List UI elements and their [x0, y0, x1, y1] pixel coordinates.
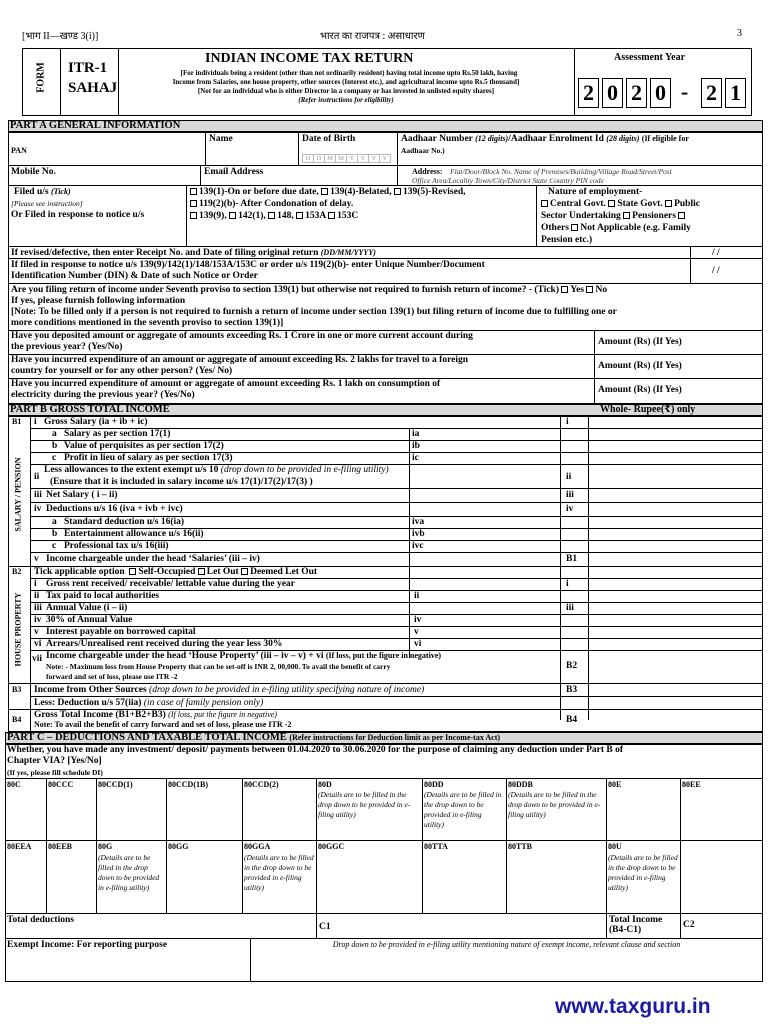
checkbox-119-2-b[interactable]	[190, 200, 197, 207]
checkbox-139-5[interactable]	[394, 188, 401, 195]
row-line	[30, 614, 763, 615]
address-fields-1: Flat/Door/Block No. Name of Premises/Building/Village Road/Street/Post	[450, 167, 672, 176]
details-note: (Details are to be filled in the drop down to be provided in e-filing utility)	[244, 853, 314, 892]
col-line	[46, 778, 47, 913]
dob-format-cell: Y	[368, 154, 380, 163]
row-num: iv	[34, 615, 42, 625]
col-line	[250, 938, 251, 982]
ay-digit: 0	[650, 78, 671, 108]
row-col: iii	[566, 490, 574, 500]
row-num: ii	[34, 472, 40, 482]
dob-format-cell: Y	[346, 154, 358, 163]
col-line	[606, 778, 607, 913]
travel-q-1: Have you incurred expenditure of an amount or aggregate of amount exceeding Rs. 2 lakhs for travel to a foreign	[11, 355, 469, 365]
deposit-amount-label: Amount (Rs) (If Yes)	[598, 337, 682, 347]
b3-label: Income from Other Sources (drop down to be provided in e-filing utility specifying nature of income)	[34, 685, 425, 695]
col-line	[588, 416, 589, 720]
row-num: c	[52, 541, 57, 551]
b3-code: B3	[12, 685, 22, 694]
b4-col-code: B4	[566, 715, 578, 725]
col-line	[606, 913, 607, 938]
checkbox-public[interactable]	[665, 200, 672, 207]
electricity-q-1: Have you incurred expenditure of amount or aggregate of amount exceeding Rs. 1 lakh on consumption of	[11, 379, 441, 389]
col-line	[316, 778, 317, 913]
deduction-80ccd(2): 80CCD(2)	[244, 780, 279, 789]
ay-digit: 2	[626, 78, 647, 108]
row-line	[30, 696, 763, 697]
proviso-line-4: more conditions mentioned in the seventh proviso to section 139(1)]	[11, 318, 284, 328]
checkbox-139-4[interactable]	[321, 188, 328, 195]
row-label: Standard deduction u/s 16(ia)	[64, 517, 185, 527]
deduction-80c: 80C	[7, 780, 21, 789]
deposit-q-2: the previous year? (Yes/No)	[11, 342, 123, 352]
deduction-80ccc: 80CCC	[48, 780, 74, 789]
revised-date: / /	[712, 248, 720, 258]
row-col: iv	[414, 615, 422, 625]
aadhaar-label-2: Aadhaar No.)	[401, 146, 445, 155]
dob-label: Date of Birth	[302, 134, 356, 144]
row-col: i	[566, 579, 569, 589]
checkbox-deemed-let-out[interactable]	[241, 568, 248, 575]
checkbox-state-govt[interactable]	[608, 200, 615, 207]
row-num: c	[52, 453, 57, 463]
deduction-80dd: 80DD	[424, 780, 444, 789]
b3-col-code: B3	[566, 685, 578, 695]
row-num: b	[52, 529, 58, 539]
hp-vii-note-2: forward and set of loss, please use ITR -2	[46, 672, 178, 681]
row-col: vi	[414, 639, 422, 649]
less-57-label: Less: Deduction u/s 57(iia) (in case of family pension only)	[34, 698, 264, 708]
b2-code: B2	[12, 567, 22, 576]
form-desc-2: Income from Salaries, one house property, other sources (Interest etc.), and agricultural income upto Rs.5 thousand]	[172, 78, 520, 86]
deduction-80ttb: 80TTB	[508, 842, 533, 851]
dob-format-cell: D	[313, 154, 325, 163]
travel-q-2: country for yourself or for any other person? (Yes/ No)	[11, 366, 233, 376]
col-line	[166, 778, 167, 913]
proviso-line-3: [Note: To be filled only if a person is not required to furnish a return of income under section 139(1) but filing return of income due to fulfilling one or	[11, 307, 617, 317]
form-desc-3: [Not for an individual who is either Director in a company or has invested in unlisted equity shares]	[197, 87, 495, 95]
row-num: v	[34, 627, 39, 637]
c2-code: C2	[683, 920, 695, 930]
row-label: Salary as per section 17(1)	[64, 429, 171, 439]
details-note: (Details are to be filled in the drop down to be provided in e-filing utility)	[98, 853, 160, 892]
hp-vii-label: Income chargeable under the head ‘House Property’ (iii – iv – v) + vi (If loss, put the figure in negative)	[46, 651, 442, 661]
row-line	[30, 552, 763, 553]
name-label: Name	[209, 134, 233, 144]
filed-us-label: Filed u/s (Tick)	[14, 187, 71, 197]
notice-label-2: Identification Number (DIN) & Date of such Notice or Order	[11, 271, 258, 281]
col-line	[680, 778, 681, 913]
dob-format-cell: M	[335, 154, 347, 163]
details-note: (Details are to be filled in the drop down to be provided in e-filing utility)	[508, 790, 601, 819]
row-col: iii	[566, 603, 574, 613]
row-label: Annual Value (i – ii)	[46, 603, 128, 613]
row-num: v	[34, 554, 39, 564]
row-col: ivb	[412, 529, 425, 539]
b2-col-code: B2	[566, 661, 578, 671]
row-label: Interest payable on borrowed capital	[46, 627, 196, 637]
checkbox-142-1[interactable]	[229, 212, 236, 219]
checkbox-others-spacer[interactable]	[678, 212, 685, 219]
row-num: b	[52, 441, 58, 451]
b4-code: B4	[12, 715, 22, 724]
ay-digit: 1	[725, 78, 746, 108]
filing-options-row2: 119(2)(b)- After Condonation of delay.	[190, 199, 353, 209]
deduction-80tta: 80TTA	[424, 842, 448, 851]
row-label: Arrears/Unrealised rent received during the year less 30%	[46, 639, 283, 649]
c1-code: C1	[319, 922, 331, 932]
salary-side-label: SALARY / PENSION	[13, 457, 23, 532]
dob-format-cell: D	[302, 154, 314, 163]
total-income-label: Total Income (B4-C1)	[609, 915, 663, 935]
deduction-80ddb: 80DDB	[508, 780, 533, 789]
checkbox-no[interactable]	[586, 286, 593, 293]
dob-format-cell: Y	[379, 154, 391, 163]
row-line	[30, 488, 763, 489]
exempt-income-label: Exempt Income: For reporting purpose	[7, 940, 168, 950]
row-label: Value of perquisites as per section 17(2)	[64, 441, 224, 451]
form-title: INDIAN INCOME TAX RETURN	[205, 51, 414, 66]
part-b-title: PART B GROSS TOTAL INCOME	[10, 404, 170, 415]
part-c-title: PART C – DEDUCTIONS AND TAXABLE TOTAL INCOME (Refer instructions for Deduction limit as per Income-tax Act)	[7, 732, 501, 743]
dob-format-cell: M	[324, 154, 336, 163]
row-num: a	[52, 429, 57, 439]
col-line	[409, 428, 410, 658]
checkbox-yes[interactable]	[561, 286, 568, 293]
ay-digit: 0	[602, 78, 623, 108]
row-col: ivc	[412, 541, 424, 551]
row-label: Gross Salary (ia + ib + ic)	[44, 417, 148, 427]
pan-label: PAN	[11, 146, 27, 155]
checkbox-central-govt[interactable]	[541, 200, 548, 207]
employment-options-2: Sector Undertaking Pensioners	[541, 211, 687, 221]
assessment-year-label: Assessment Year	[614, 52, 686, 63]
checkbox-not-applicable[interactable]	[571, 224, 578, 231]
ay-digit: 2	[701, 78, 722, 108]
row-col: iva	[412, 517, 425, 527]
b1-col-code: B1	[566, 554, 578, 564]
email-label: Email Address	[204, 167, 264, 177]
or-filed-label: Or Filed in response to notice u/s	[11, 210, 145, 220]
row-label: Profit in lieu of salary as per section 17(3)	[64, 453, 233, 463]
nature-employment-label: Nature of employment-	[548, 187, 643, 197]
row-num: i	[34, 417, 37, 427]
revised-label: If revised/defective, then enter Receipt No. and Date of filing original return (DD/MM/YYYY)	[11, 248, 376, 258]
b1-code: B1	[12, 417, 22, 426]
row-label: Tax paid to local authorities	[46, 591, 160, 601]
row-num: iv	[34, 504, 42, 514]
employment-options-4: Pension etc.)	[541, 235, 593, 245]
form-desc-1: [For individuals being a resident (other than not ordinarily resident) having total income upto Rs.50 lakh, having	[180, 69, 518, 77]
details-note: (Details are to be filled in the drop down to be provided in e-filing utility)	[424, 790, 502, 829]
col-line	[242, 778, 243, 913]
gazette-title: भारत का राजपत्र : असाधारण	[320, 31, 425, 42]
dob-format-cell: Y	[357, 154, 369, 163]
form-code: ITR-1	[68, 60, 108, 76]
details-note: (Details are to be filled in the drop down to be provided in e-filing utility)	[318, 790, 411, 819]
filing-options-row3: 139(9), 142(1), 148, 153A 153C	[190, 211, 358, 221]
notice-label-1: If filed in response to notice u/s 139(9)/142(1)/148/153A/153C or order u/s 119(2)(b)- enter Unique Number/Document	[11, 260, 485, 270]
employment-options-3: Others Not Applicable (e.g. Family	[541, 223, 691, 233]
deposit-q-1: Have you deposited amount or aggregate of amounts exceeding Rs. 1 Crore in one or more current account during	[11, 331, 473, 341]
deduction-80gg: 80GG	[168, 842, 189, 851]
row-line	[5, 840, 763, 841]
form-name: SAHAJ	[68, 80, 118, 96]
b1-label: Income chargeable under the head ‘Salaries’ (iii – iv)	[46, 554, 260, 564]
rupee-label: Whole- Rupee(₹) only	[600, 404, 696, 415]
travel-amount-label: Amount (Rs) (If Yes)	[598, 361, 682, 371]
row-line	[5, 913, 763, 914]
row-label: Entertainment allowance u/s 16(ii)	[64, 529, 204, 539]
tick-applicable-option: Tick applicable option Self-Occupied Let Out Deemed Let Out	[34, 567, 318, 577]
less-allowances-label: Less allowances to the extent exempt u/s 10 (drop down to be provided in e-filing utility)	[44, 465, 389, 475]
total-deductions-label: Total deductions	[7, 915, 74, 925]
ay-digit: -	[680, 79, 689, 104]
form-label: FORM	[35, 62, 47, 93]
row-col: v	[414, 627, 419, 637]
watermark: www.taxguru.in	[555, 995, 711, 1018]
row-col: ii	[414, 591, 420, 601]
part-c-q-1: Whether, you have made any investment/ deposit/ payments between 01.04.2020 to 30.06.2020 for the purpose of claiming any deduction under Part B of	[7, 745, 624, 755]
deduction-80ggc: 80GGC	[318, 842, 345, 851]
checkbox-139-1[interactable]	[190, 188, 197, 195]
deduction-80ee: 80EE	[682, 780, 701, 789]
row-num: vii	[32, 654, 43, 664]
row-line	[30, 602, 763, 603]
deduction-80eeb: 80EEB	[48, 842, 73, 851]
gazette-section: [भाग II—खण्ड 3(i)]	[22, 31, 99, 42]
col-line	[316, 913, 317, 938]
row-num: vi	[34, 639, 42, 649]
checkbox-139-9[interactable]	[190, 212, 197, 219]
deduction-80e: 80E	[608, 780, 622, 789]
row-col: iv	[566, 504, 574, 514]
col-line	[506, 778, 507, 913]
part-a-title: PART A GENERAL INFORMATION	[10, 120, 181, 131]
row-line	[5, 938, 763, 939]
electricity-amount-label: Amount (Rs) (If Yes)	[598, 385, 682, 395]
row-line	[5, 778, 763, 779]
mobile-label: Mobile No.	[11, 167, 56, 177]
employment-options-1: Central Govt. State Govt. Public	[541, 199, 700, 209]
address-label: Address:	[412, 167, 443, 176]
deduction-80ccd(1): 80CCD(1)	[98, 780, 133, 789]
see-instruction: [Please see instruction]	[11, 199, 83, 208]
deduction-80g: 80G	[98, 842, 113, 851]
part-c-q-3: (If yes, please fill schedule DI)	[7, 768, 103, 777]
deduction-80eea: 80EEA	[7, 842, 32, 851]
details-note: (Details are to be filled in the drop down to be provided in e-filing utility)	[608, 853, 678, 892]
part-c-q-2: Chapter VIA? [Yes/No]	[7, 756, 102, 766]
proviso-question: Are you filing return of income under Seventh proviso to section 139(1) but otherwise not required to furnish return of income? - (Tick) Yes No	[11, 285, 608, 295]
electricity-q-2: electricity during the previous year? (Yes/No)	[11, 390, 195, 400]
aadhaar-label: Aadhaar Number (12 digits)/Aadhaar Enrolment Id (28 digits) (If eligible for	[401, 134, 689, 144]
b4-note: Note: To avail the benefit of carry forward and set of loss, please use ITR -2	[34, 720, 292, 729]
row-col: ia	[412, 429, 420, 439]
form-desc-4: (Refer instructions for eligibility)	[298, 96, 394, 104]
checkbox-pensioners[interactable]	[623, 212, 630, 219]
proviso-line-2: If yes, please furnish following information	[11, 296, 186, 306]
deduction-80gga: 80GGA	[244, 842, 271, 851]
col-line	[560, 416, 561, 720]
col-line	[422, 778, 423, 913]
row-col: ic	[412, 453, 419, 463]
row-num: iii	[34, 490, 42, 500]
less-allowances-note: (Ensure that it is included in salary income u/s 17(1)/17(2)/17(3) )	[50, 477, 313, 487]
row-col: i	[566, 417, 569, 427]
row-label: 30% of Annual Value	[46, 615, 133, 625]
col-line	[96, 778, 97, 913]
house-side-label: HOUSE PROPERTY	[13, 592, 23, 667]
deduction-80ccd(1b): 80CCD(1B)	[168, 780, 208, 789]
row-num: a	[52, 517, 57, 527]
col-line	[680, 913, 681, 938]
checkbox-self-occupied[interactable]	[129, 568, 136, 575]
b4-label: Gross Total Income (B1+B2+B3) (If loss, put the figure in negative)	[34, 710, 277, 720]
row-col: ib	[412, 441, 420, 451]
deduction-80u: 80U	[608, 842, 622, 851]
notice-date: / /	[712, 266, 720, 276]
checkbox-153c[interactable]	[328, 212, 335, 219]
ay-digit: 2	[578, 78, 599, 108]
dob-format	[302, 153, 390, 163]
deduction-80d: 80D	[318, 780, 332, 789]
row-num: iii	[34, 603, 42, 613]
row-num: ii	[34, 591, 40, 601]
address-fields-2: Office Area/Locality Town/City/District State Country PIN code	[412, 176, 604, 185]
row-line	[8, 683, 763, 684]
hp-vii-note-1: Note: - Maximum loss from House Property that can be set-off is INR 2, 00,000. To avail the benefit of carry	[46, 662, 391, 671]
row-line	[30, 502, 763, 503]
exempt-income-note: Drop down to be provided in e-filing utility mentioning nature of exempt income, relevant clause and section	[332, 940, 681, 949]
checkbox-148[interactable]	[268, 212, 275, 219]
row-label: Professional tax u/s 16(iii)	[64, 541, 169, 551]
checkbox-153a[interactable]	[296, 212, 303, 219]
net-salary-label: Net Salary ( i – ii)	[46, 490, 118, 500]
row-col: ii	[566, 472, 572, 482]
page-number: 3	[737, 28, 742, 39]
filing-options-row1: 139(1)-On or before due date, 139(4)-Belated, 139(5)-Revised,	[190, 187, 465, 197]
row-num: i	[34, 579, 37, 589]
deductions16-label: Deductions u/s 16 (iva + ivb + ivc)	[46, 504, 183, 514]
checkbox-let-out[interactable]	[198, 568, 205, 575]
row-label: Gross rent received/ receivable/ lettable value during the year	[46, 579, 295, 589]
